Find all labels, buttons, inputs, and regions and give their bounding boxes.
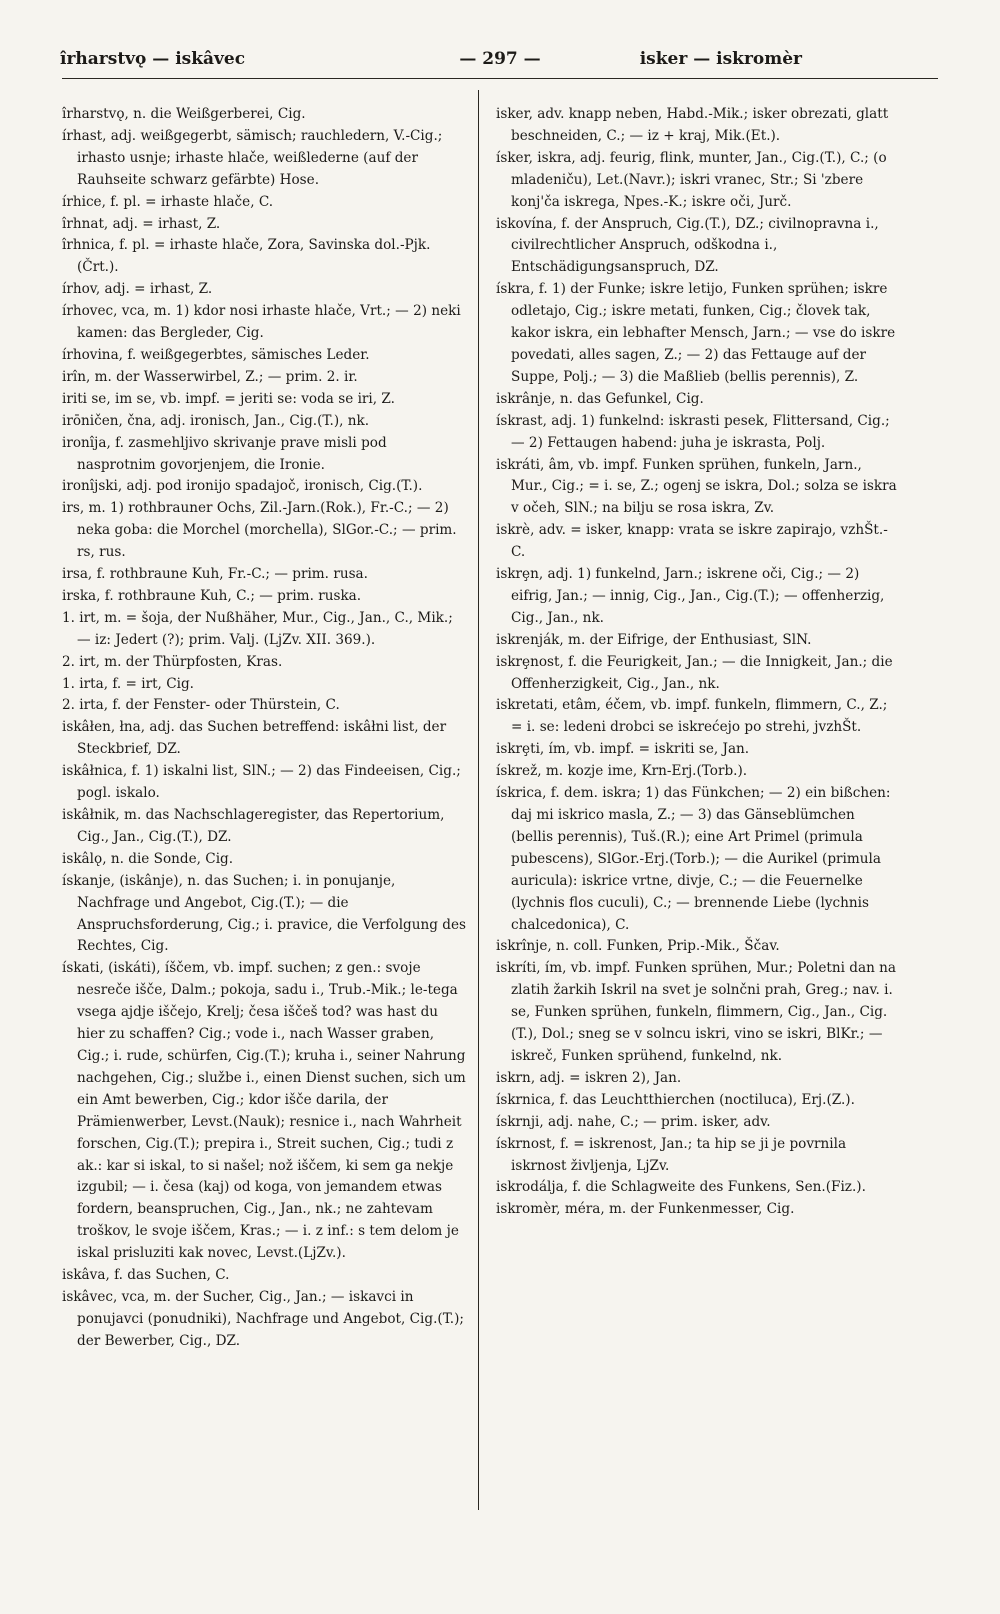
header-rule <box>62 78 938 79</box>
dictionary-entry: ískati, (iskáti), íščem, vb. impf. suchen; z gen.: svoje nesreče išče, Dalm.; pokoja, sadu i., Trub.-Mik.; le-tega vsega ajdje iščejo, Krelj; česa iščeš tod? was hast du hier zu schaffen? Cig.; vode i., nach Wasser graben, Cig.; i. rude, schürfen, Cig.(T.); kruha i., seiner Nahrung nachgehen, Cig.; službe i., einen Dienst suchen, sich um ein Amt bewerben, Cig.; kdor išče darila, der Prämienwerber, Levst.(Nauk); resnice i., nach Wahrheit forschen, Cig.(T.); prepira i., Streit suchen, Cig.; tudi z ak.: kar si iskal, to si našel; nož iščem, ki sem ga nekje izgubil; — i. česa (kaj) od koga, von jemandem etwas fordern, beanspruchen, Cig., Jan., nk.; ne zahtevam troškov, le svoje iščem, Kras.; — i. z inf.: s tem delom je iskal prisluziti kak novec, Levst.(LjZv.). <box>62 960 466 1262</box>
dictionary-entry: 1. irta, f. = irt, Cig. <box>62 675 194 692</box>
dictionary-entry: ískrica, f. dem. iskra; 1) das Fünkchen; — 2) ein bißchen: daj mi iskrico masla, Z.; — 3) das Gänseblümchen (bellis perennis), Tuš.(R.); eine Art Primel (primula pubescens), SlGor.-Erj.(Torb.); — die Aurikel (primula auricula): iskrice vrtne, divje, C.; — die Feuernelke (lychnis flos cuculi), C.; — brennende Liebe (lychnis chalcedonica), C. <box>496 785 891 933</box>
dictionary-entry: îrhnica, f. pl. = irhaste hlače, Zora, Savinska dol.-Pjk.(Črt.). <box>62 237 431 276</box>
right-column <box>496 104 901 1221</box>
dictionary-entry: iskríti, ím, vb. impf. Funken sprühen, Mur.; Poletni dan na zlatih žarkih Iskril na svet je solnčni prah, Greg.; nav. i. se, Funken sprühen, funkeln, flimmern, Cig., Jan., Cig.(T.), Dol.; sneg se v solncu iskri, vino se iskri, BlKr.; — iskreč, Funken sprühend, funkelnd, nk. <box>496 960 897 1064</box>
dictionary-entry: írhice, f. pl. = irhaste hlače, C. <box>62 193 274 210</box>
page-number: — 297 — <box>459 49 541 69</box>
dictionary-entry: iskâlǫ, n. die Sonde, Cig. <box>62 850 234 867</box>
dictionary-entry: iskâłen, łna, adj. das Suchen betreffend: iskâłni list, der Steckbrief, DZ. <box>62 719 447 758</box>
dictionary-entry: ísker, iskra, adj. feurig, flink, munter, Jan., Cig.(T.), C.; (o mladeniču), Let.(Navr.); iskri vranec, Str.; Si 'zbere konj'ča iskrega, Npes.-K.; iskre oči, Jurč. <box>496 149 887 210</box>
dictionary-entry: iskâłnik, m. das Nachschlageregister, das Repertorium, Cig., Jan., Cig.(T.), DZ. <box>62 807 445 845</box>
dictionary-entry: îrharstvǫ, n. die Weißgerberei, Cig. <box>62 106 306 122</box>
dictionary-entry: ironîja, f. zasmehljivo skrivanje prave misli pod nasprotnim govorjenjem, die Ironie. <box>62 434 387 473</box>
left-column <box>62 104 467 1353</box>
dictionary-entry: irska, f. rothbraune Kuh, C.; — prim. ruska. <box>62 587 362 604</box>
header-right-guide-words: isker — iskromèr <box>639 49 802 69</box>
dictionary-entry: írhov, adj. = irhast, Z. <box>62 281 213 298</box>
dictionary-entry: iskovína, f. der Anspruch, Cig.(T.), DZ.; civilnopravna i., civilrechtlicher Anspruch, odškodna i., Entschädigungsanspruch, DZ. <box>496 215 879 276</box>
dictionary-entry: ískra, f. 1) der Funke; iskre letijo, Funken sprühen; iskre odletajo, Cig.; iskre metati, funken, Cig.; človek tak, kakor iskra, ein lebhafter Mensch, Jarn.; — vse do iskre povedati, alles sagen, Z.; — 2) das Fettauge auf der Suppe, Polj.; — 3) die Maßlieb (bellis perennis), Z. <box>496 281 896 385</box>
dictionary-entry: ískrnica, f. das Leuchtthierchen (noctiluca), Erj.(Z.). <box>496 1091 855 1108</box>
dictionary-entry: îrhnat, adj. = irhast, Z. <box>62 215 221 232</box>
dictionary-entry: ískrast, adj. 1) funkelnd: iskrasti pesek, Flittersand, Cig.; — 2) Fettaugen habend: juha je iskrasta, Polj. <box>496 412 890 451</box>
dictionary-entry: iskrȩnost, f. die Feurigkeit, Jan.; — die Innigkeit, Jan.; die Offenherzigkeit, Cig., Jan., nk. <box>496 653 893 692</box>
dictionary-entry: iskrȩti, ím, vb. impf. = iskriti se, Jan. <box>496 741 750 758</box>
dictionary-entry: ískrnost, f. = iskrenost, Jan.; ta hip se ji je povrnila iskrnost življenja, LjZv. <box>496 1135 847 1174</box>
dictionary-entry: iskrânje, n. das Gefunkel, Cig. <box>496 390 704 407</box>
dictionary-entry: iskrè, adv. = isker, knapp: vrata se iskre zapirajo, vzhŠt.-C. <box>496 522 888 561</box>
dictionary-entry: irs, m. 1) rothbrauner Ochs, Zil.-Jarn.(Rok.), Fr.-C.; — 2) neka goba: die Morchel (morchella), SlGor.-C.; — prim. rs, rus. <box>62 500 457 561</box>
dictionary-entry: iskrenják, m. der Eifrige, der Enthusiast, SlN. <box>496 631 812 648</box>
dictionary-entry: iskrînje, n. coll. Funken, Prip.-Mik., Ščav. <box>496 938 780 955</box>
dictionary-entry: ískrež, m. kozje ime, Krn-Erj.(Torb.). <box>496 763 748 780</box>
dictionary-entry: iskrn, adj. = iskren 2), Jan. <box>496 1069 682 1086</box>
dictionary-entry: iriti se, im se, vb. impf. = jeriti se: voda se iri, Z. <box>62 390 395 407</box>
dictionary-entry: ískrnji, adj. nahe, C.; — prim. isker, adv. <box>496 1113 771 1130</box>
dictionary-entry: iskretati, etâm, éčem, vb. impf. funkeln, flimmern, C., Z.; = i. se: ledeni drobci se iskrećejo po strehi, jvzhŠt. <box>496 697 888 736</box>
header-left-guide-words: îrharstvǫ — iskâvec <box>60 49 246 69</box>
dictionary-entry: iskrodálja, f. die Schlagweite des Funkens, Sen.(Fiz.). <box>496 1179 866 1196</box>
dictionary-entry: irsa, f. rothbraune Kuh, Fr.-C.; — prim. rusa. <box>62 566 368 583</box>
dictionary-entry: irōničen, čna, adj. ironisch, Jan., Cig.(T.), nk. <box>62 412 370 429</box>
dictionary-entry: ískanje, (iskânje), n. das Suchen; i. in ponujanje, Nachfrage und Angebot, Cig.(T.); — die Anspruchsforderung, Cig.; i. pravice, die Verfolgung des Rechtes, Cig. <box>62 872 467 955</box>
dictionary-entry: iskrȩn, adj. 1) funkelnd, Jarn.; iskrene oči, Cig.; — 2) eifrig, Jan.; — innig, Cig., Jan., Cig.(T.); — offenherzig, Cig., Jan., nk. <box>496 566 885 626</box>
dictionary-entry: 2. irta, f. der Fenster- oder Thürstein, C. <box>62 697 340 714</box>
dictionary-entry: írhovina, f. weißgegerbtes, sämisches Leder. <box>62 346 370 363</box>
dictionary-entry: irîn, m. der Wasserwirbel, Z.; — prim. 2. ir. <box>62 368 358 385</box>
dictionary-entry: iskromèr, méra, m. der Funkenmesser, Cig. <box>496 1201 795 1218</box>
dictionary-entry: ironîjski, adj. pod ironijo spadajoč, ironisch, Cig.(T.). <box>62 478 423 495</box>
dictionary-entry: iskâvec, vca, m. der Sucher, Cig., Jan.; — iskavci in ponujavci (ponudniki), Nachfrage und Angebot, Cig.(T.); der Bewerber, Cig., DZ. <box>62 1288 464 1349</box>
dictionary-entry: iskâva, f. das Suchen, C. <box>62 1267 230 1284</box>
column-divider <box>478 90 479 1510</box>
dictionary-entry: 1. irt, m. = šoja, der Nußhäher, Mur., Cig., Jan., C., Mik.; — iz: Jedert (?); prim. Valj. (LjZv. XII. 369.). <box>62 609 453 648</box>
dictionary-entry: 2. irt, m. der Thürpfosten, Kras. <box>62 653 283 670</box>
dictionary-entry: isker, adv. knapp neben, Habd.-Mik.; isker obrezati, glatt beschneiden, C.; — iz + kraj, Mik.(Et.). <box>496 106 889 144</box>
running-header <box>60 45 940 79</box>
dictionary-entry: iskâłnica, f. 1) iskalni list, SlN.; — 2) das Findeeisen, Cig.; pogl. iskalo. <box>62 763 461 802</box>
dictionary-entry: írhovec, vca, m. 1) kdor nosi irhaste hlače, Vrt.; — 2) neki kamen: das Bergleder, Cig. <box>62 303 461 342</box>
dictionary-entry: írhast, adj. weißgegerbt, sämisch; rauchledern, V.-Cig.; irhasto usnje; irhaste hlače, weißlederne (auf der Rauhseite schwarz gefärbte) Hose. <box>62 127 443 188</box>
dictionary-entry: iskráti, âm, vb. impf. Funken sprühen, funkeln, Jarn., Mur., Cig.; = i. se, Z.; ogenj se iskra, Dol.; solza se iskra v očeh, SlN.; na bilju se rosa iskra, Zv. <box>496 456 897 517</box>
